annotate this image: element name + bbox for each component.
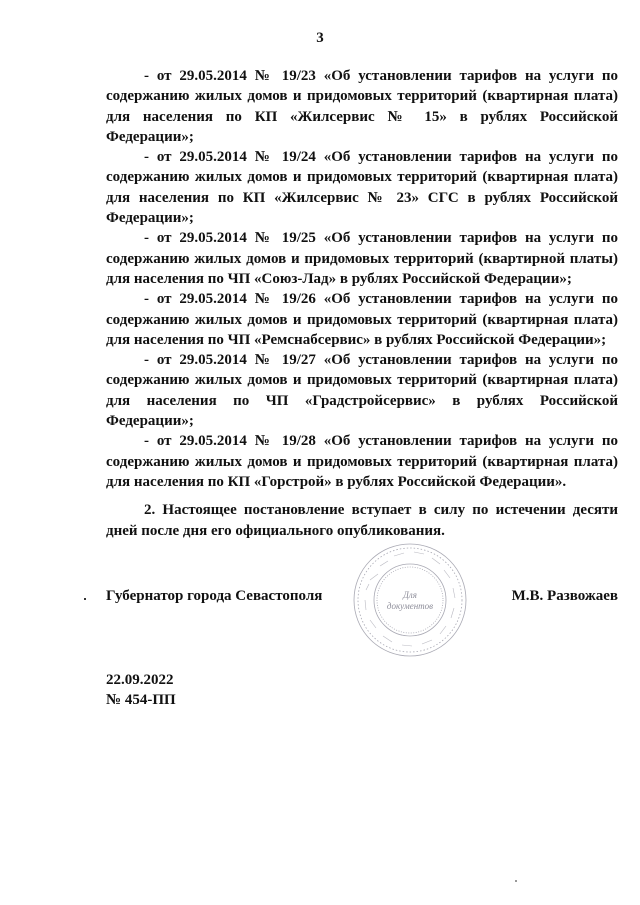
list-item: - от 29.05.2014 № 19/25 «Об установлении тарифов на услуги по содержанию жилых домов и придомовых территорий (квартирной платы) для населения по ЧП «Союз-Лад» в рублях Российской Федерации»; bbox=[106, 230, 618, 287]
seal-center-text: Для bbox=[403, 590, 417, 600]
official-seal-stamp bbox=[350, 540, 470, 660]
document-number: № 454-ПП bbox=[106, 692, 176, 708]
signer-name: М.В. Развожаев bbox=[511, 588, 618, 604]
list-item: - от 29.05.2014 № 19/27 «Об установлении тарифов на услуги по содержанию жилых домов и придомовых территорий (квартирная плата) для населения по ЧП «Градстройсервис» в рублях Российской Федерации»; bbox=[106, 352, 618, 430]
list-item: - от 29.05.2014 № 19/26 «Об установлении тарифов на услуги по содержанию жилых домов и придомовых территорий (квартирная плата) для населения по ЧП «Ремснабсервис» в рублях Российской Федерации»; bbox=[106, 291, 618, 348]
list-item: - от 29.05.2014 № 19/24 «Об установлении тарифов на услуги по содержанию жилых домов и придомовых территорий (квартирная плата) для населения по КП «Жилсервис № 23» СГС в рублях Российской Федерации»; bbox=[106, 149, 618, 227]
closing-paragraph: 2. Настоящее постановление вступает в силу по истечении десяти дней после дня его официального опубликования. bbox=[106, 502, 618, 539]
list-item: - от 29.05.2014 № 19/28 «Об установлении тарифов на услуги по содержанию жилых домов и придомовых территорий (квартирная плата) для населения по КП «Горстрой» в рублях Российской Федерации». bbox=[106, 433, 618, 490]
list-item: - от 29.05.2014 № 19/23 «Об установлении тарифов на услуги по содержанию жилых домов и придомовых территорий (квартирная плата) для населения по КП «Жилсервис № 15» в рублях Российской Федерации»; bbox=[106, 68, 618, 145]
document-date: 22.09.2022 bbox=[106, 672, 174, 688]
signer-title: Губернатор города Севастополя bbox=[106, 588, 323, 604]
document-body bbox=[106, 66, 618, 541]
stray-mark bbox=[515, 880, 517, 882]
seal-center-text: документов bbox=[386, 601, 434, 611]
stray-mark bbox=[84, 598, 86, 600]
document-date-block bbox=[106, 670, 176, 710]
page-number: 3 bbox=[316, 30, 324, 46]
